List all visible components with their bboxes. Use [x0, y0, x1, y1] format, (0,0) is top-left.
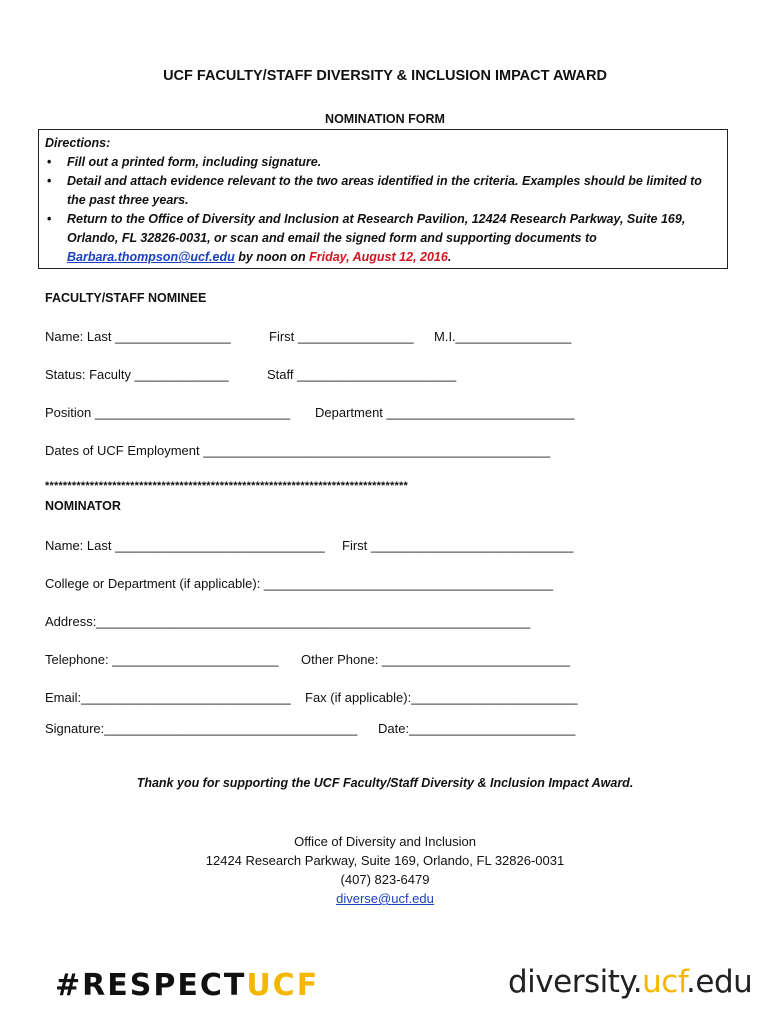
signature-field[interactable]: Signature:___________________________________ [45, 721, 358, 736]
employment-dates-field[interactable]: Dates of UCF Employment ________________________________________________ [45, 443, 551, 458]
date-field[interactable]: Date:_______________________ [378, 721, 576, 736]
college-field[interactable]: College or Department (if applicable): ________________________________________ [45, 576, 554, 591]
directions-item-text: Return to the Office of Diversity and Inclusion at Research Pavilion, 12424 Research Parkway, Suite 169, Orlando, FL 32826-0031, or scan and email the signed form and supporting documents to [67, 212, 686, 245]
nominee-heading: FACULTY/STAFF NOMINEE [45, 291, 207, 305]
hash-symbol: # [55, 968, 83, 1003]
nominator-heading: NOMINATOR [45, 499, 121, 513]
other-phone-field[interactable]: Other Phone: __________________________ [301, 652, 570, 667]
nominee-last-name-field[interactable]: Name: Last ________________ [45, 329, 231, 344]
site-prefix: diversity. [508, 964, 643, 1000]
fax-field[interactable]: Fax (if applicable):_______________________ [305, 690, 578, 705]
directions-item [45, 172, 721, 210]
position-field[interactable]: Position ___________________________ [45, 405, 291, 420]
bullet-icon: • [47, 155, 52, 169]
office-email-link[interactable]: diverse@ucf.edu [336, 891, 434, 906]
directions-box [38, 129, 728, 269]
office-phone: (407) 823-6479 [340, 872, 430, 887]
bullet-icon: • [47, 212, 52, 226]
office-name: Office of Diversity and Inclusion [294, 834, 476, 849]
respect-word: RESPECT [82, 968, 247, 1003]
directions-item-text: by noon on [238, 250, 306, 264]
bullet-icon: • [47, 174, 52, 188]
directions-list [45, 153, 721, 267]
site-suffix: .edu [686, 964, 753, 1000]
directions-item [45, 210, 721, 267]
respect-ucf-logo [55, 968, 319, 1003]
directions-item-text: Detail and attach evidence relevant to the two areas identified in the criteria. Examples should be limited to the past three years. [67, 174, 702, 207]
ucf-word: UCF [246, 968, 320, 1003]
deadline-date: Friday, August 12, 2016 [309, 250, 448, 264]
status-faculty-field[interactable]: Status: Faculty _____________ [45, 367, 229, 382]
email-field[interactable]: Email:_____________________________ [45, 690, 291, 705]
form-title: UCF FACULTY/STAFF DIVERSITY & INCLUSION IMPACT AWARD [163, 68, 607, 84]
form-subtitle: NOMINATION FORM [325, 112, 445, 126]
directions-item [45, 153, 721, 172]
nominee-first-name-field[interactable]: First ________________ [269, 329, 414, 344]
thank-you-note: Thank you for supporting the UCF Faculty/Staff Diversity & Inclusion Impact Award. [136, 776, 634, 790]
status-staff-field[interactable]: Staff ______________________ [267, 367, 457, 382]
nominator-last-name-field[interactable]: Name: Last _____________________________ [45, 538, 325, 553]
barbara-email-link[interactable]: Barbara.thompson@ucf.edu [67, 250, 235, 264]
directions-heading: Directions: [45, 136, 111, 150]
directions-item-text: Fill out a printed form, including signature. [67, 155, 322, 169]
department-field[interactable]: Department __________________________ [315, 405, 575, 420]
telephone-field[interactable]: Telephone: _______________________ [45, 652, 279, 667]
nominee-mi-field[interactable]: M.I.________________ [434, 329, 572, 344]
office-address: 12424 Research Parkway, Suite 169, Orlando, FL 32826-0031 [205, 853, 565, 868]
period: . [447, 250, 452, 264]
separator-stars: ********************************************************************************* [45, 480, 408, 492]
office-email [0, 891, 770, 906]
diversity-site-logo [508, 964, 752, 1000]
site-ucf: ucf [642, 964, 687, 1000]
address-field[interactable]: Address:____________________________________________________________ [45, 614, 531, 629]
nominator-first-name-field[interactable]: First ____________________________ [342, 538, 574, 553]
